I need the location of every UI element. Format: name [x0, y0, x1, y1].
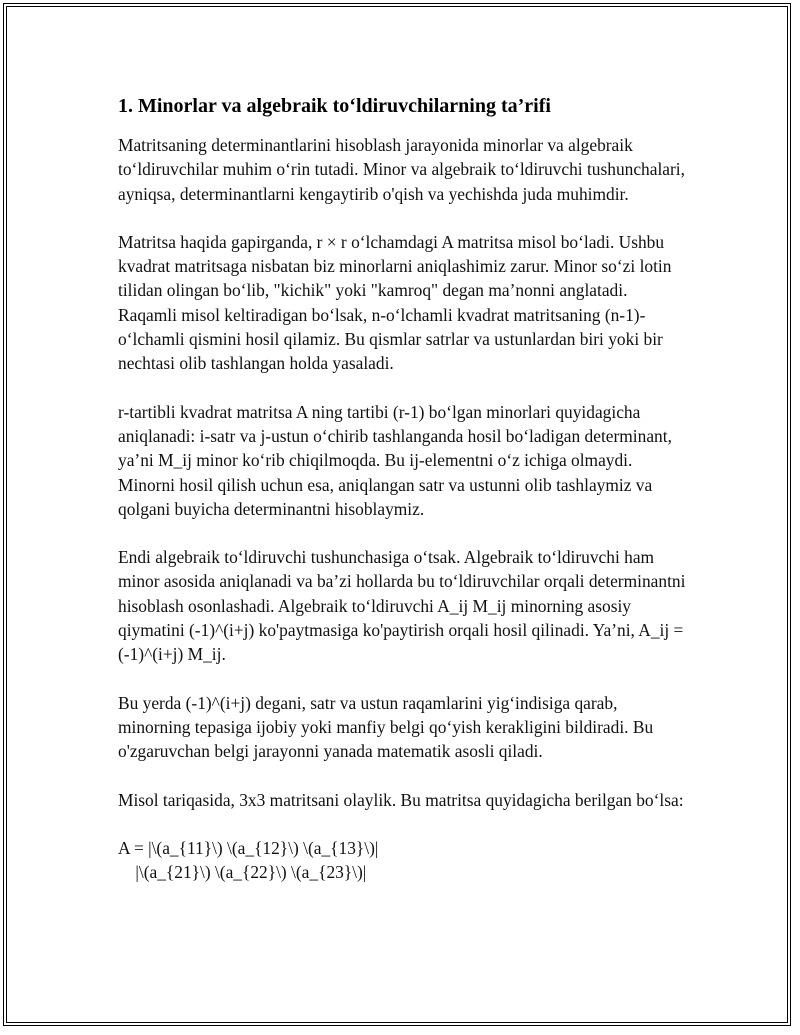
paragraph-sign-rule: Bu yerda (-1)^(i+j) degani, satr va ustun raqamlarini yig‘indisiga qarab, minorning tepasiga ijobiy yoki manfiy belgi qo‘yish kerakligini bildiradi. Bu o'zgaruvchan belgi jarayonni yanada matematik asosli qiladi. — [118, 692, 654, 762]
paragraph-matrix-minor: Matritsa haqida gapirganda, r × r o‘lchamdagi A matritsa misol bo‘ladi. Ushbu kvadrat matritsaga nisbatan biz minorlarni aniqlashimiz zarur. Minor so‘zi lotin tilidan olingan bo‘lib, "kichik" yoki "kamroq" degan ma’nonni anglatadi. Raqamli misol keltiradigan bo‘lsak, n-o‘lchamli kvadrat matritsaning (n-1)-o‘lchamli qismini hosil qilamiz. Bu qismlar satrlar va ustunlardan biri yoki bir nechtasi olib tashlangan holda yasaladi. — [118, 231, 672, 374]
paragraph-example: Misol tariqasida, 3x3 matritsani olaylik. Bu matritsa quyidagicha berilgan bo‘lsa: — [118, 789, 684, 810]
section-heading: 1. Minorlar va algebraik to‘ldiruvchilarning ta’rifi — [118, 95, 551, 117]
paragraph-minor-definition: r-tartibli kvadrat matritsa A ning tartibi (r-1) bo‘lgan minorlari quyidagicha aniqlanadi: i-satr va j-ustun o‘chirib tashlanganda hosil bo‘ladigan determinant, ya’ni M_ij minor ko‘rib chiqilmoqda. Bu ij-elementni o‘z ichiga olmaydi. Minorni hosil qilish uchun esa, aniqlangan satr va ustunni olib tashlaymiz va qolgani buyicha determinantni hisoblaymiz. — [118, 401, 672, 519]
matrix-formula-line-2: |\(a_{21}\) \(a_{22}\) \(a_{23}\)| — [118, 862, 367, 883]
paragraph-intro: Matritsaning determinantlarini hisoblash jarayonida minorlar va algebraik to‘ldiruvchilar muhim o‘rin tutadi. Minor va algebraik to‘ldiruvchi tushunchalari, ayniqsa, determinantlarni kengaytirib o'qish va yechishda juda muhimdir. — [118, 135, 685, 204]
paragraph-cofactor: Endi algebraik to‘ldiruvchi tushunchasiga o‘tsak. Algebraik to‘ldiruvchi ham minor asosida aniqlanadi va ba’zi hollarda bu to‘ldiruvchilar orqali determinantni hisoblash osonlashadi. Algebraik to‘ldiruvchi A_ij M_ij minorning asosiy qiymatini (-1)^(i+j) ko'paytmasiga ko'paytirish orqali hosil qilinadi. Ya’ni, A_ij = (-1)^(i+j) M_ij. — [118, 547, 686, 665]
matrix-formula-line-1: A = |\(a_{11}\) \(a_{12}\) \(a_{13}\)| — [118, 837, 379, 858]
document-body — [118, 93, 690, 884]
